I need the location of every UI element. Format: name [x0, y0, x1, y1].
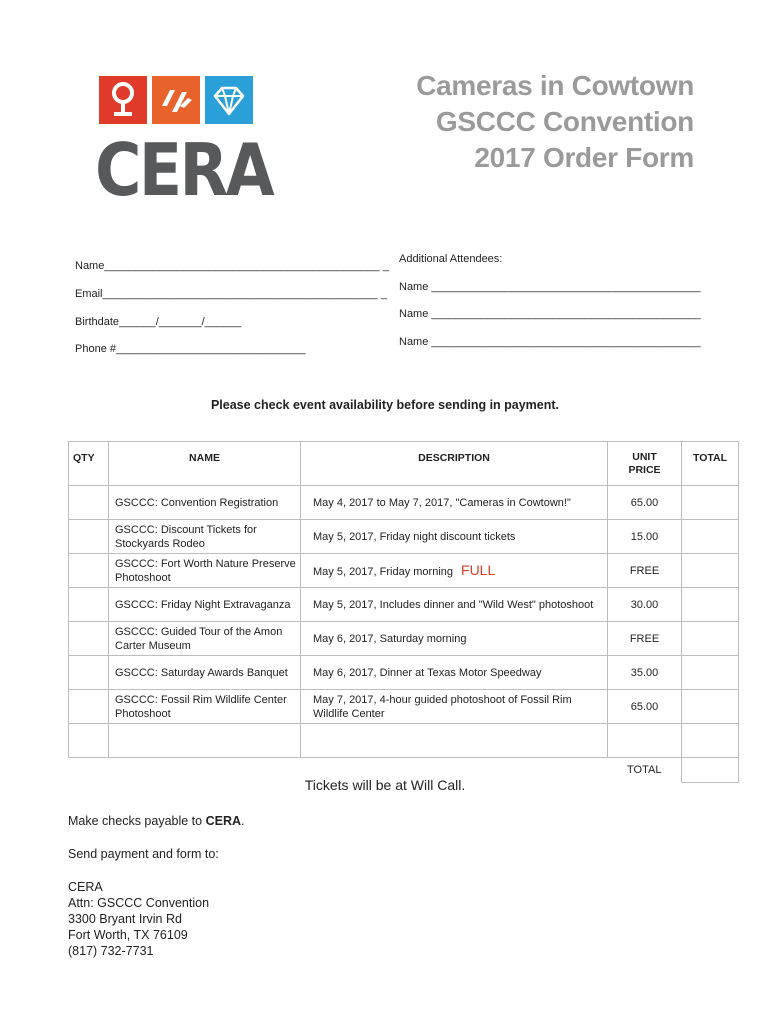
unit-cell-blank[interactable]	[608, 724, 682, 758]
total-cell[interactable]	[682, 724, 739, 758]
qty-cell[interactable]	[69, 656, 109, 690]
phone-number: (817) 732-7731	[68, 944, 154, 958]
page-title	[416, 68, 694, 176]
table-row-blank	[69, 724, 739, 758]
attendees-label: Additional Attendees:	[399, 253, 503, 265]
table-row	[69, 690, 739, 724]
header-total: TOTAL	[682, 442, 739, 486]
logo-wordmark: CERA	[95, 128, 273, 212]
title-line-1: Cameras in Cowtown	[416, 70, 694, 101]
title-line-3: 2017 Order Form	[474, 142, 694, 173]
address-line: CERA	[68, 880, 103, 894]
table-row	[69, 588, 739, 622]
header-description: DESCRIPTION	[301, 442, 608, 486]
birthdate-field[interactable]: Birthdate______/_______/______	[75, 316, 242, 328]
table-row	[69, 622, 739, 656]
event-name: GSCCC: Saturday Awards Banquet	[109, 656, 301, 690]
qty-cell[interactable]	[69, 520, 109, 554]
header-unit-price-label: UNIT PRICE	[628, 450, 661, 476]
event-description: May 6, 2017, Dinner at Texas Motor Speedway	[301, 656, 608, 690]
email-field[interactable]: Email_____________________________________________ _	[75, 288, 387, 300]
person-icon	[99, 76, 147, 124]
event-name: GSCCC: Friday Night Extravaganza	[109, 588, 301, 622]
total-cell[interactable]	[682, 690, 739, 724]
attendee-name-field-1[interactable]: Name ____________________________________________	[399, 281, 701, 293]
total-cell[interactable]	[682, 520, 739, 554]
cera-logo	[95, 76, 273, 212]
attendee-name-field-3[interactable]: Name ____________________________________________	[399, 336, 701, 348]
event-name: GSCCC: Fort Worth Nature Preserve Photoshoot	[109, 554, 301, 588]
name-cell-blank[interactable]	[109, 724, 301, 758]
event-name: GSCCC: Guided Tour of the Amon Carter Museum	[109, 622, 301, 656]
name-field[interactable]: Name_____________________________________________ _	[75, 260, 389, 272]
checks-payee: CERA	[205, 814, 241, 828]
address-line: 3300 Bryant Irvin Rd	[68, 912, 182, 926]
total-cell[interactable]	[682, 656, 739, 690]
unit-price: 65.00	[608, 486, 682, 520]
checks-suffix: .	[241, 814, 245, 828]
event-name: GSCCC: Fossil Rim Wildlife Center Photoshoot	[109, 690, 301, 724]
address-line: Attn: GSCCC Convention	[68, 896, 210, 910]
event-name: GSCCC: Discount Tickets for Stockyards Rodeo	[109, 520, 301, 554]
total-cell[interactable]	[682, 622, 739, 656]
event-description-cell	[301, 554, 608, 588]
event-description: May 5, 2017, Friday night discount tickets	[301, 520, 608, 554]
total-cell[interactable]	[682, 588, 739, 622]
availability-notice: Please check event availability before sending in payment.	[210, 398, 560, 412]
grand-total-label: TOTAL	[608, 758, 682, 783]
unit-price: FREE	[608, 554, 682, 588]
description-cell-blank[interactable]	[301, 724, 608, 758]
header-name: NAME	[109, 442, 301, 486]
qty-cell[interactable]	[69, 486, 109, 520]
qty-cell[interactable]	[69, 690, 109, 724]
send-payment-line: Send payment and form to:	[68, 847, 219, 861]
title-line-2: GSCCC Convention	[435, 106, 694, 137]
qty-cell[interactable]	[69, 588, 109, 622]
qty-cell[interactable]	[69, 554, 109, 588]
phone-field[interactable]: Phone #_______________________________	[75, 343, 306, 355]
unit-price: 15.00	[608, 520, 682, 554]
event-description: May 4, 2017 to May 7, 2017, "Cameras in Cowtown!"	[301, 486, 608, 520]
unit-price: 35.00	[608, 656, 682, 690]
event-name: GSCCC: Convention Registration	[109, 486, 301, 520]
table-row	[69, 486, 739, 520]
full-badge: FULL	[461, 561, 496, 578]
event-description: May 7, 2017, 4-hour guided photoshoot of Fossil Rim Wildlife Center	[301, 690, 608, 724]
table-row	[69, 520, 739, 554]
table-header	[69, 442, 739, 486]
will-call-note: Tickets will be at Will Call.	[304, 777, 466, 793]
attendee-name-field-2[interactable]: Name ____________________________________________	[399, 308, 701, 320]
checks-prefix: Make checks payable to	[68, 814, 206, 828]
order-table	[68, 441, 739, 783]
qty-cell[interactable]	[69, 724, 109, 758]
event-description: May 5, 2017, Includes dinner and "Wild West" photoshoot	[301, 588, 608, 622]
event-description: May 6, 2017, Saturday morning	[301, 622, 608, 656]
total-cell[interactable]	[682, 554, 739, 588]
table-row	[69, 656, 739, 690]
table-row	[69, 554, 739, 588]
event-description: May 5, 2017, Friday morning	[313, 565, 454, 578]
unit-price: 65.00	[608, 690, 682, 724]
diamond-icon	[205, 76, 253, 124]
checks-payable-line	[68, 813, 244, 829]
mailing-address	[68, 879, 209, 959]
header-qty: QTY	[69, 442, 109, 486]
header-unit-price	[608, 442, 682, 486]
qty-cell[interactable]	[69, 622, 109, 656]
total-cell[interactable]	[682, 486, 739, 520]
clapper-icon	[152, 76, 200, 124]
unit-price: FREE	[608, 622, 682, 656]
address-line: Fort Worth, TX 76109	[68, 928, 188, 942]
unit-price: 30.00	[608, 588, 682, 622]
